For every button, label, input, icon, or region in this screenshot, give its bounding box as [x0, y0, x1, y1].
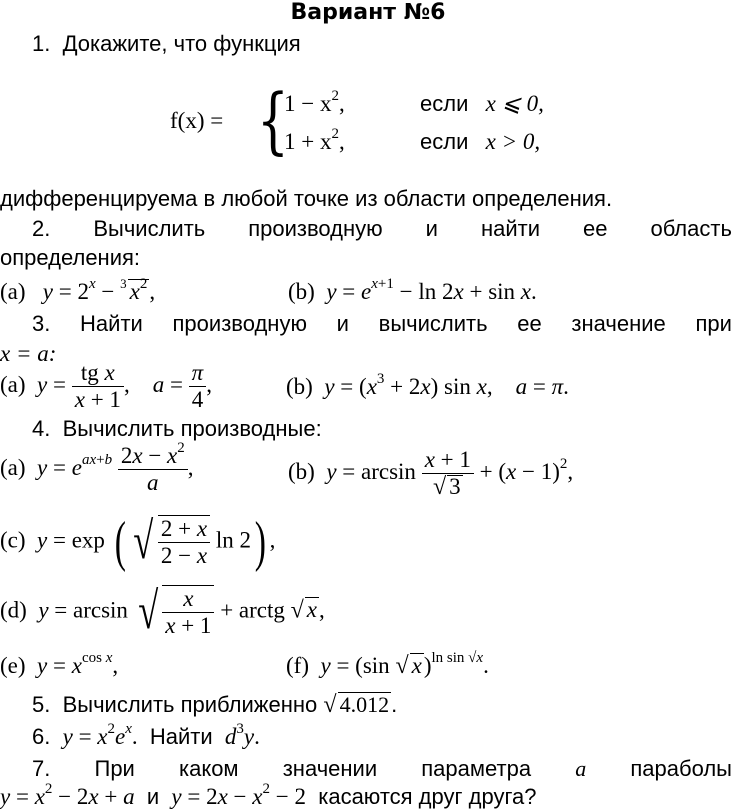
- problem-3-statement: 3. Найти производную и вычислить ее значение при: [32, 311, 732, 336]
- case-2-expression: $1 + x^2$,: [284, 126, 345, 154]
- problem-2a-formula: (a) $y = 2^x - ^3$ $x^2$,: [0, 276, 156, 304]
- problem-4a-formula: (a) $y = e^{ax+b}$ $\frac{2x - x^2}{a}$ ,: [0, 440, 194, 495]
- function-lhs: f(x) =: [170, 108, 224, 133]
- problem-4-statement: 4. Вычислить производные:: [32, 416, 322, 441]
- problem-1-conclusion: дифференцируема в любой точке из области определения.: [0, 186, 613, 211]
- problem-3a-formula: (a) y = $\frac{\text{tg x}}{x + 1}$ , a = $\frac{\pi}{4}$ ,: [0, 360, 212, 412]
- problem-6-statement: 6. $y = x^2e^x$. Найти $d^3y$.: [32, 721, 260, 749]
- problem-4f-formula: (f) y = (sin √ x)$^{ln sin √x}$.: [286, 650, 489, 679]
- problem-2b-formula: (b) $y = e^{x+1} - \ln 2x + \sin x$.: [288, 276, 537, 304]
- problem-4c-formula: (c) y = exp ( √ $\frac{2 + x}{2 - x}$ ln 2) ,: [0, 511, 276, 573]
- problem-1-statement: [32, 31, 301, 57]
- problem-3b-formula: (b) $y = (x^3 + 2x)$ sin x, a = π.: [286, 371, 569, 399]
- case-1-expression: $1 - x^2$,: [284, 88, 345, 116]
- problem-3-continuation: x = a:: [0, 341, 57, 366]
- page-title: Вариант №6: [290, 0, 446, 25]
- problem-2-continuation: определения:: [0, 245, 141, 270]
- case-2-condition: если x > 0,: [420, 129, 541, 154]
- problem-7-continuation: $y = x^2 - 2x + a$ и $y = 2x - x^2 - 2$ касаются друг друга?: [0, 781, 537, 809]
- problem-2-statement: 2. Вычислить производную и найти ее область: [32, 216, 732, 241]
- problem-1-number: 1.: [32, 31, 51, 56]
- problem-4d-formula: (d) y = arcsin √ $\frac{x}{x + 1}$ + arctg √ x,: [0, 583, 325, 640]
- problem-7-statement: 7. При каком значении параметра a параболы: [32, 756, 732, 781]
- problem-1-text: Докажите, что функция: [62, 31, 301, 56]
- problem-4b-formula: (b) y = arcsin $\frac{x + 1}{√ 3}$ + $(x - 1)^2$,: [288, 447, 574, 500]
- problem-4e-formula: (e) $y = x^{cos x}$,: [0, 650, 119, 678]
- piecewise-brace: {: [256, 78, 289, 162]
- problem-5-statement: 5. Вычислить приближенно √ 4.012.: [32, 692, 398, 718]
- case-1-condition: если x ⩽ 0,: [420, 91, 544, 116]
